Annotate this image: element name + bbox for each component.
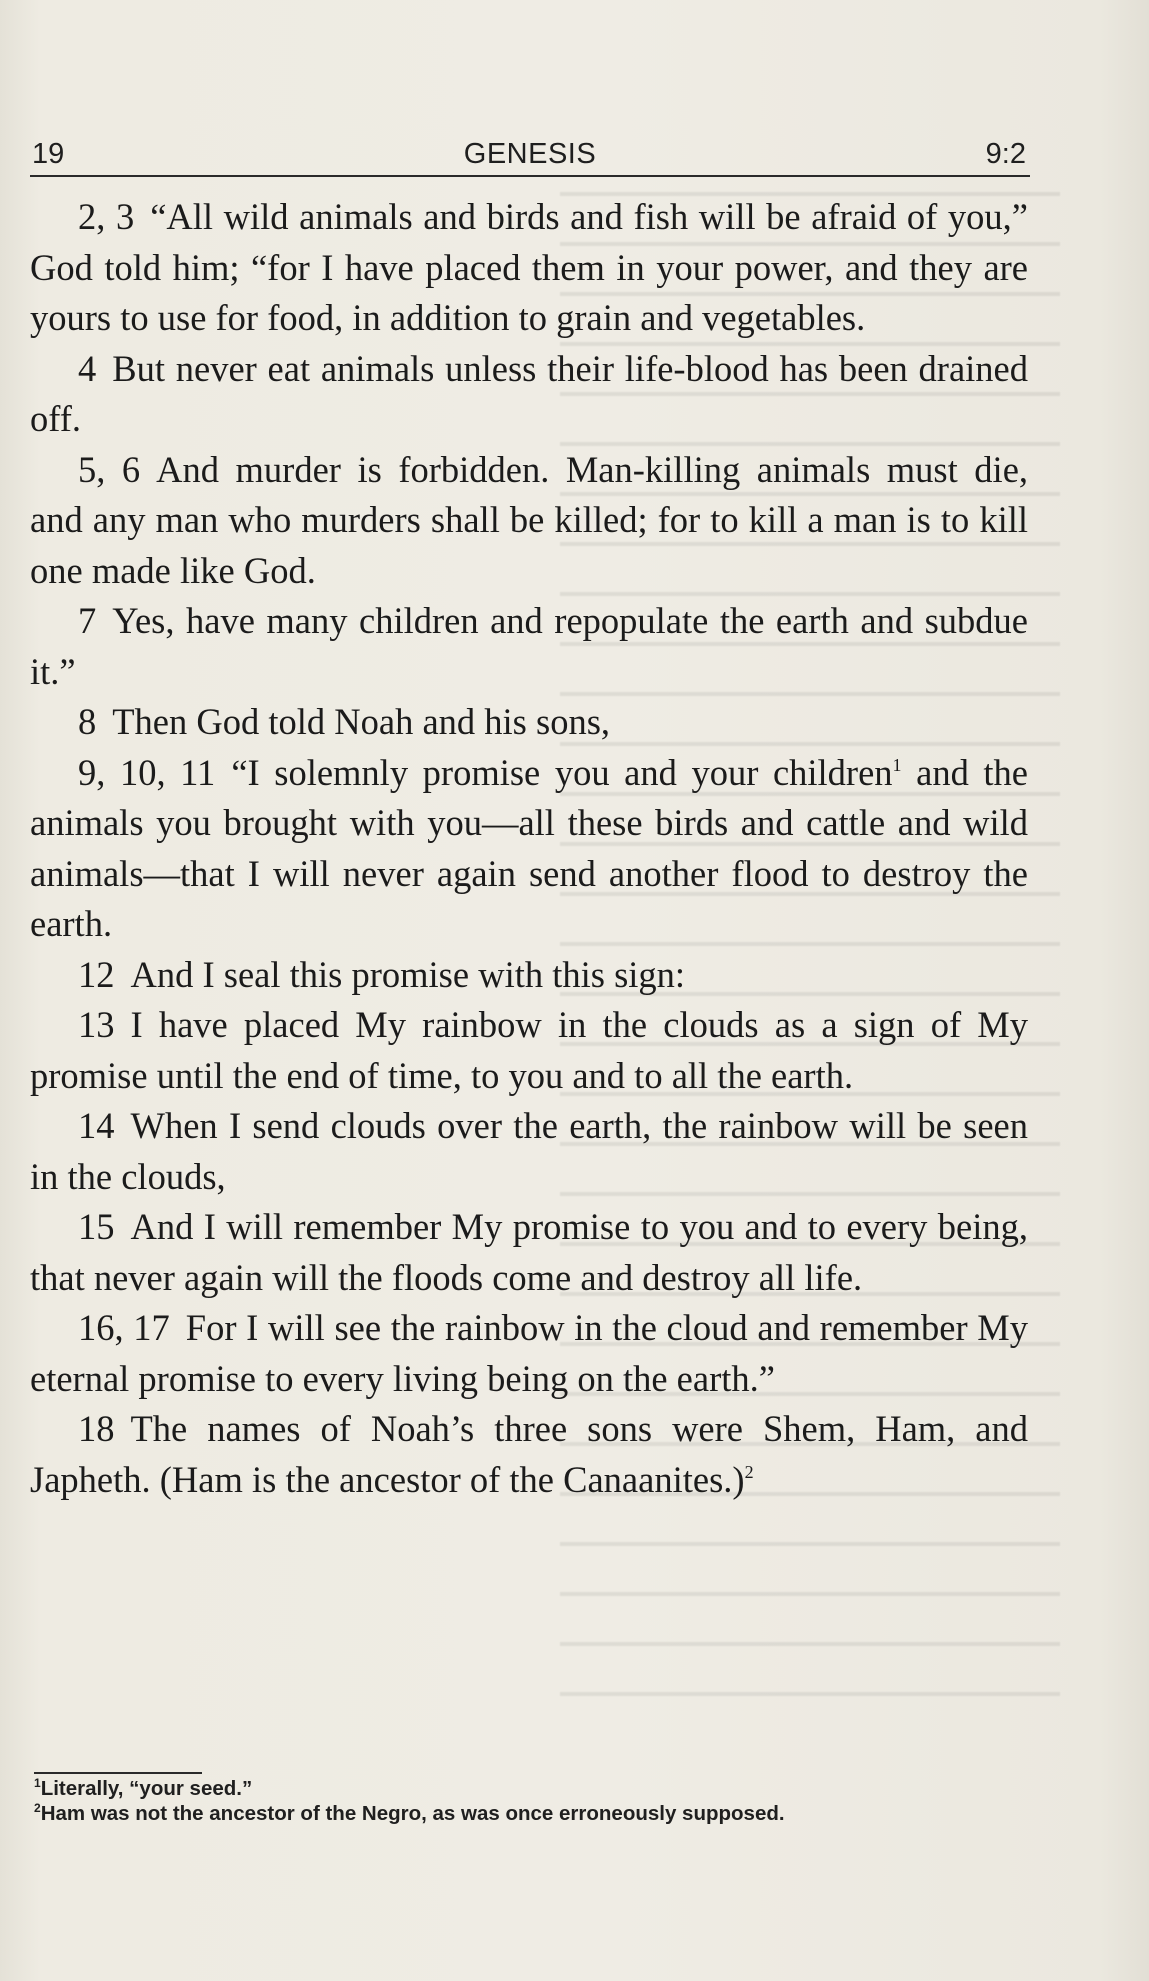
verse-number: 2, 3: [78, 196, 135, 237]
running-head: [30, 135, 1030, 177]
verse-text: But never eat animals unless their life-blood has been drained off.: [30, 347, 1028, 439]
verse: [30, 1202, 1028, 1303]
footnote-mark: 1: [34, 1776, 41, 1790]
verse-text: For I will see the rainbow in the cloud and remember My eternal promise to every living being on the earth.”: [30, 1307, 1028, 1399]
page-number: 19: [32, 138, 65, 170]
verse: [30, 192, 1028, 344]
book-title: GENESIS: [463, 138, 597, 170]
footnote-mark: 2: [34, 1801, 41, 1815]
verse: [30, 445, 1028, 597]
footnote: [34, 1801, 1028, 1826]
footnote-text: Ham was not the ancestor of the Negro, as was once erroneously supposed.: [40, 1802, 785, 1825]
scripture-text: [30, 192, 1028, 1505]
verse-number: 16, 17: [78, 1307, 170, 1348]
verse-number: 12: [78, 953, 115, 995]
verse-number: 15: [78, 1206, 115, 1247]
verse-text: And I seal this promise with this sign:: [130, 953, 686, 995]
verse-number: 13: [78, 1004, 115, 1045]
verse-text: “I solemnly promise you and your children: [231, 751, 893, 793]
verse-text: “All wild animals and birds and fish will be afraid of you,” God told him; “for I have placed them in your power, and they are yours to use for food, in addition to grain and vegetables.: [30, 196, 1029, 338]
verse-number: 5, 6: [78, 448, 141, 490]
footnote-text: Literally, “your seed.”: [40, 1777, 253, 1800]
verse: [30, 1000, 1028, 1101]
verse: [30, 1101, 1028, 1202]
verse: [30, 950, 1028, 1001]
verse-text: and the animals you brought with you—all these birds and cattle and wild animals—that I will never again send another flood to destroy the earth.: [30, 751, 1028, 944]
verse-number: 14: [78, 1105, 115, 1146]
verse-number: 18: [78, 1408, 115, 1449]
verse-number: 9, 10, 11: [78, 751, 216, 793]
verse: [30, 1404, 1028, 1505]
footnote: [34, 1776, 1028, 1801]
verse-text: And murder is forbidden. Man-killing animals must die, and any man who murders shall be killed; for to kill a man is to kill one made like God.: [30, 448, 1029, 591]
verse-text: The names of Noah’s three sons were Shem, Ham, and Japheth. (Ham is the ancestor of the Canaanites.): [30, 1408, 1028, 1500]
verse-text: And I will remember My promise to you and to every being, that never again will the floods come and destroy all life.: [30, 1206, 1028, 1298]
verse-number: 7: [78, 600, 97, 641]
verse-number: 4: [78, 347, 97, 389]
chapter-verse-reference: 9:2: [985, 138, 1026, 170]
footnotes: [34, 1776, 1028, 1826]
verse-text: Then God told Noah and his sons,: [112, 701, 611, 742]
verse: [30, 1303, 1028, 1404]
verse-text: I have placed My rainbow in the clouds as a sign of My promise until the end of time, to you and to all the earth.: [30, 1004, 1028, 1096]
verse: [30, 697, 1028, 748]
footnote-rule: [34, 1772, 202, 1774]
verse-number: 8: [78, 701, 97, 742]
footnote-marker: 1: [892, 754, 902, 775]
verse: [30, 596, 1028, 697]
verse: [30, 344, 1028, 445]
verse: [30, 748, 1028, 950]
footnote-marker: 2: [744, 1461, 754, 1482]
verse-text: Yes, have many children and repopulate the earth and subdue it.”: [30, 600, 1028, 692]
verse-text: When I send clouds over the earth, the rainbow will be seen in the clouds,: [30, 1105, 1028, 1197]
